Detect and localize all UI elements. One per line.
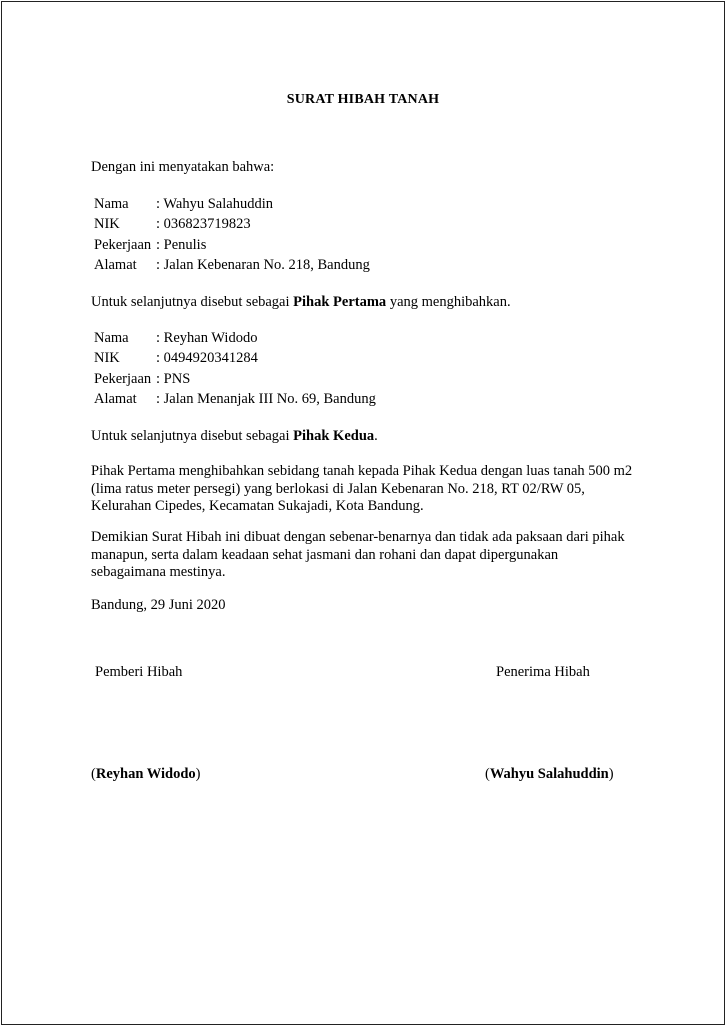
pihak-pertama-nik: 036823719823 xyxy=(163,216,251,233)
separator: : xyxy=(156,257,161,274)
letter-page xyxy=(1,1,725,1025)
body-line: (lima ratus meter persegi) yang berlokasi di Jalan Kebenaran No. 218, RT 02/RW 05, xyxy=(91,480,585,497)
pihak-kedua-nik: 0494920341284 xyxy=(163,350,258,367)
pihak-kedua-pekerjaan: PNS xyxy=(163,370,191,387)
pihak-pertama-nama: Wahyu Salahuddin xyxy=(163,195,273,212)
document-title: SURAT HIBAH TANAH xyxy=(286,92,440,107)
closing-line: sebagaimana mestinya. xyxy=(91,564,226,580)
separator: : xyxy=(156,195,161,212)
statement-pihak-pertama: Untuk selanjutnya disebut sebagai Pihak Pertama yang menghibahkan. xyxy=(91,294,511,310)
label-alamat: Alamat xyxy=(94,257,137,274)
body-paragraph xyxy=(91,463,651,516)
pihak-kedua-alamat: Jalan Menanjak III No. 69, Bandung xyxy=(163,391,376,408)
pihak-pertama-table xyxy=(94,194,370,276)
separator: : xyxy=(156,216,161,233)
separator: : xyxy=(156,329,161,346)
place-date: Bandung, 29 Juni 2020 xyxy=(91,597,226,613)
closing-line: manapun, serta dalam keadaan sehat jasmani dan rohani dan dapat dipergunakan xyxy=(91,546,559,563)
table-row xyxy=(94,369,376,390)
pihak-kedua-table xyxy=(94,328,376,410)
label-alamat: Alamat xyxy=(94,391,137,408)
body-line: Pihak Pertama menghibahkan sebidang tanah kepada Pihak Kedua dengan luas tanah 500 m2 xyxy=(91,463,633,479)
table-row xyxy=(94,215,370,236)
closing-line: Demikian Surat Hibah ini dibuat dengan sebenar-benarnya dan tidak ada paksaan dari pihak xyxy=(91,529,625,545)
penerima-hibah-signature-name: (Wahyu Salahuddin) xyxy=(485,766,614,782)
statement-pihak-kedua: Untuk selanjutnya disebut sebagai Pihak Kedua. xyxy=(91,428,378,444)
pemberi-hibah-signature-name: (Reyhan Widodo) xyxy=(91,766,201,782)
pihak-kedua-nama: Reyhan Widodo xyxy=(163,329,258,346)
pihak-pertama-alamat: Jalan Kebenaran No. 218, Bandung xyxy=(163,257,370,274)
intro-text: Dengan ini menyatakan bahwa: xyxy=(91,159,275,175)
table-row xyxy=(94,328,376,349)
label-nama: Nama xyxy=(94,329,129,346)
separator: : xyxy=(156,236,161,253)
separator: : xyxy=(156,370,161,387)
separator: : xyxy=(156,391,161,408)
table-row xyxy=(94,390,376,411)
label-pekerjaan: Pekerjaan xyxy=(94,236,152,253)
pihak-pertama-pekerjaan: Penulis xyxy=(163,236,207,253)
body-line: Kelurahan Cipedes, Kecamatan Sukajadi, Kota Bandung. xyxy=(91,498,424,514)
pemberi-hibah-label: Pemberi Hibah xyxy=(95,664,183,680)
table-row xyxy=(94,235,370,256)
table-row xyxy=(94,256,370,277)
label-pekerjaan: Pekerjaan xyxy=(94,370,152,387)
closing-paragraph xyxy=(91,529,651,582)
pihak-pertama-term: Pihak Pertama xyxy=(293,294,387,310)
table-row xyxy=(94,349,376,370)
label-nik: NIK xyxy=(94,216,120,233)
pihak-kedua-term: Pihak Kedua xyxy=(293,428,375,444)
separator: : xyxy=(156,350,161,367)
penerima-hibah-label: Penerima Hibah xyxy=(496,664,590,680)
table-row xyxy=(94,194,370,215)
label-nama: Nama xyxy=(94,195,129,212)
label-nik: NIK xyxy=(94,350,120,367)
